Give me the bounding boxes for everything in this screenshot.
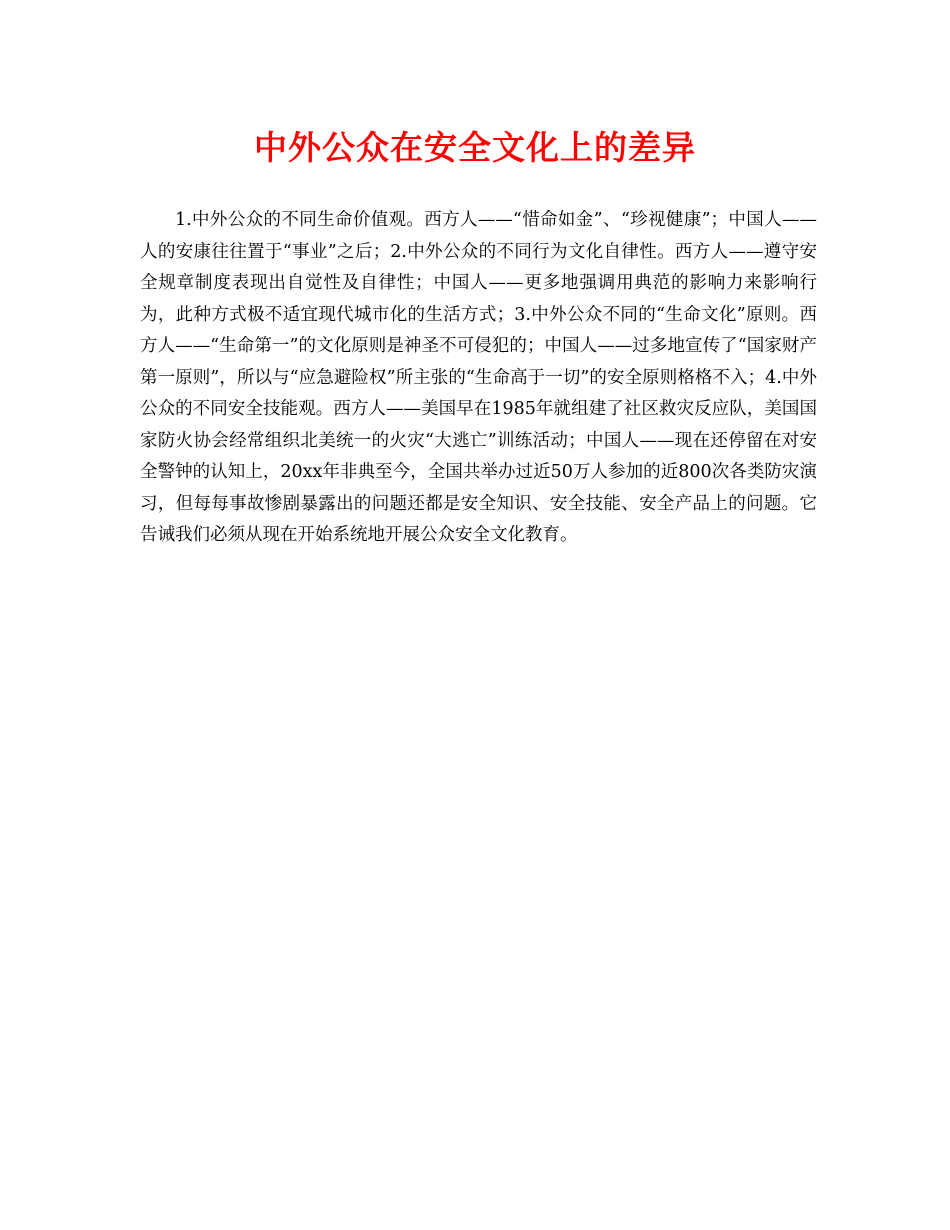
body-paragraph: 1.中外公众的不同生命价值观。西方人——“惜命如金”、“珍视健康”；中国人——人的安康往往置于“事业”之后；2.中外公众的不同行为文化自律性。西方人——遵守安全规章制度表现出自觉性及自律性；中国人——更多地强调用典范的影响力来影响行为，此种方式极不适宜现代城市化的生活方式；3.中外公众不同的“生命文化”原则。西方人——“生命第一”的文化原则是神圣不可侵犯的；中国人——过多地宣传了“国家财产第一原则”，所以与“应急避险权”所主张的“生命高于一切”的安全原则格格不入；4.中外公众的不同安全技能观。西方人——美国早在1985年就组建了社区救灾反应队，美国国家防火协会经常组织北美统一的火灾“大逃亡”训练活动；中国人——现在还停留在对安全警钟的认知上，20xx年非典至今，全国共举办过近50万人参加的近800次各类防灾演习，但每每事故惨剧暴露出的问题还都是安全知识、安全技能、安全产品上的问题。它告诫我们必须从现在开始系统地开展公众安全文化教育。 xyxy=(140,210,817,545)
document-title: 中外公众在安全文化上的差异 xyxy=(254,128,696,167)
